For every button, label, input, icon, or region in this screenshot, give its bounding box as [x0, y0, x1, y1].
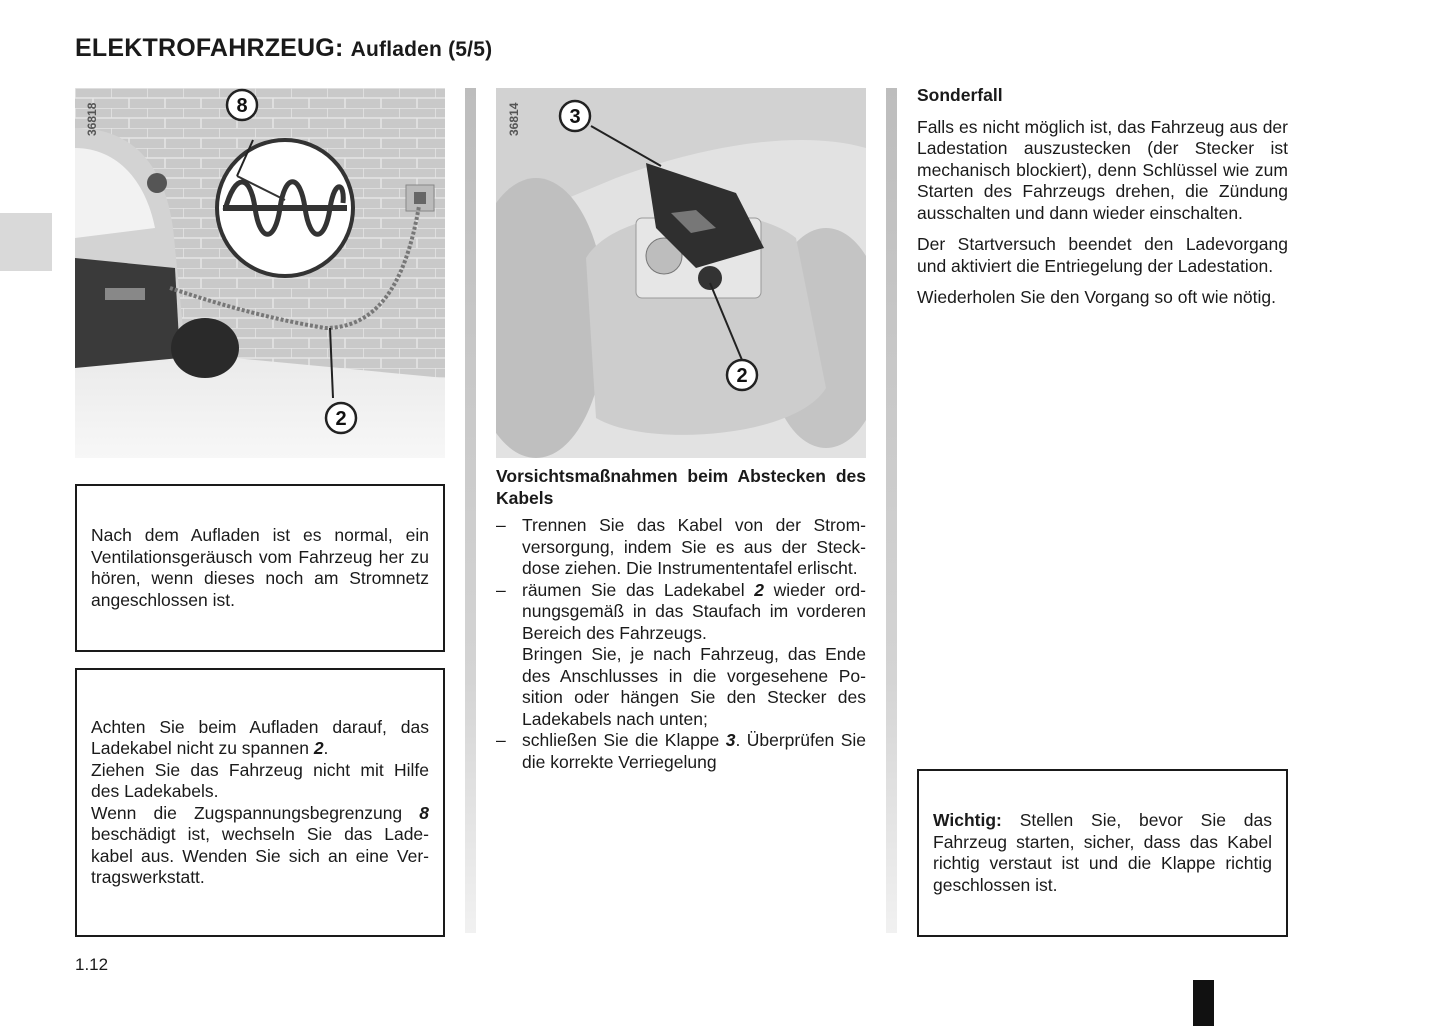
charging-illustration [75, 88, 445, 458]
special-case-section [917, 85, 1288, 319]
special-case-heading: Sonderfall [917, 85, 1003, 105]
important-box [917, 769, 1288, 937]
note-noise-text: Nach dem Aufladen ist es normal, ein Ventilationsgeräusch vom Fahrzeug her zu hören, wenn dieses noch am Stromnetz angeschlossen ist. [91, 525, 429, 610]
callout-2-middle: 2 [736, 365, 748, 387]
callout-2-left: 2 [335, 408, 347, 430]
precautions-section [496, 466, 866, 773]
callout-8: 8 [236, 95, 248, 117]
page-title-sub: Aufladen (5/5) [350, 38, 493, 61]
list-item: – Trennen Sie das Kabel von der Stromversorgung, indem Sie es aus der Steckdose ziehen. Die Instrumententafel erlischt. [496, 515, 866, 580]
precautions-list [496, 515, 866, 773]
section-tab [0, 213, 52, 271]
important-label: Wichtig: [933, 810, 1002, 830]
page-number: 1.12 [75, 955, 109, 974]
ref-8: 8 [419, 802, 429, 823]
page-title [75, 34, 492, 63]
important-text: Wichtig: Stellen Sie, bevor Sie das Fahrzeug starten, sicher, dass das Kabel richtig verstaut ist und die Klappe richtig geschlossen ist. [933, 810, 1272, 895]
figure-number-middle: 36814 [507, 102, 521, 136]
column-separator-1 [465, 88, 476, 933]
figure-number-left: 36818 [85, 102, 99, 136]
list-item: – schließen Sie die Klappe 3. Überprüfen Sie die korrekte Verriegelung [496, 730, 866, 773]
special-case-para-1: Falls es nicht möglich ist, das Fahrzeug aus der Ladestation auszustecken (der Stecker ist mechanisch blockiert), denn Schlüssel wie zum Starten des Fahrzeugs drehen, die Zündung ausschalten und dann wieder einschalten. [917, 116, 1288, 223]
callout-3: 3 [569, 106, 581, 128]
flap-illustration [496, 88, 866, 458]
special-case-para-2: Der Startversuch beendet den Ladevorgang und aktiviert die Entriegelung der Ladestation. [917, 234, 1288, 276]
figure-charging-cable [75, 88, 445, 458]
page-title-main: ELEKTROFAHRZEUG: [75, 34, 344, 62]
precautions-heading: Vorsichtsmaßnahmen beim Abstecken des Kabels [496, 466, 866, 508]
column-separator-2 [886, 88, 897, 933]
special-case-para-3: Wiederholen Sie den Vorgang so oft wie nötig. [917, 287, 1276, 307]
warning-cable-text: Achten Sie beim Aufladen darauf, das Ladekabel nicht zu spannen 2. Ziehen Sie das Fahrzeug nicht mit Hilfe des Ladekabels. Wenn die Zugspannungsbegrenzung 8 beschädigt ist, wechseln Sie das Ladekabel aus. Wenden Sie sich an eine Vertragswerkstatt. [91, 716, 429, 887]
warning-box-cable [75, 668, 445, 937]
figure-charging-flap [496, 88, 866, 458]
page-edge-marker [1193, 980, 1214, 1026]
note-box-noise [75, 484, 445, 652]
ref-2: 2 [313, 738, 324, 758]
list-item: – räumen Sie das Ladekabel 2 wieder ordnungsgemäß in das Staufach im vorderen Bereich des Fahrzeugs. Bringen Sie, je nach Fahrzeug, das Ende des Anschlusses in die vorgesehene Position oder hängen Sie den Stecker des Ladekabels nach unten; [496, 580, 866, 731]
